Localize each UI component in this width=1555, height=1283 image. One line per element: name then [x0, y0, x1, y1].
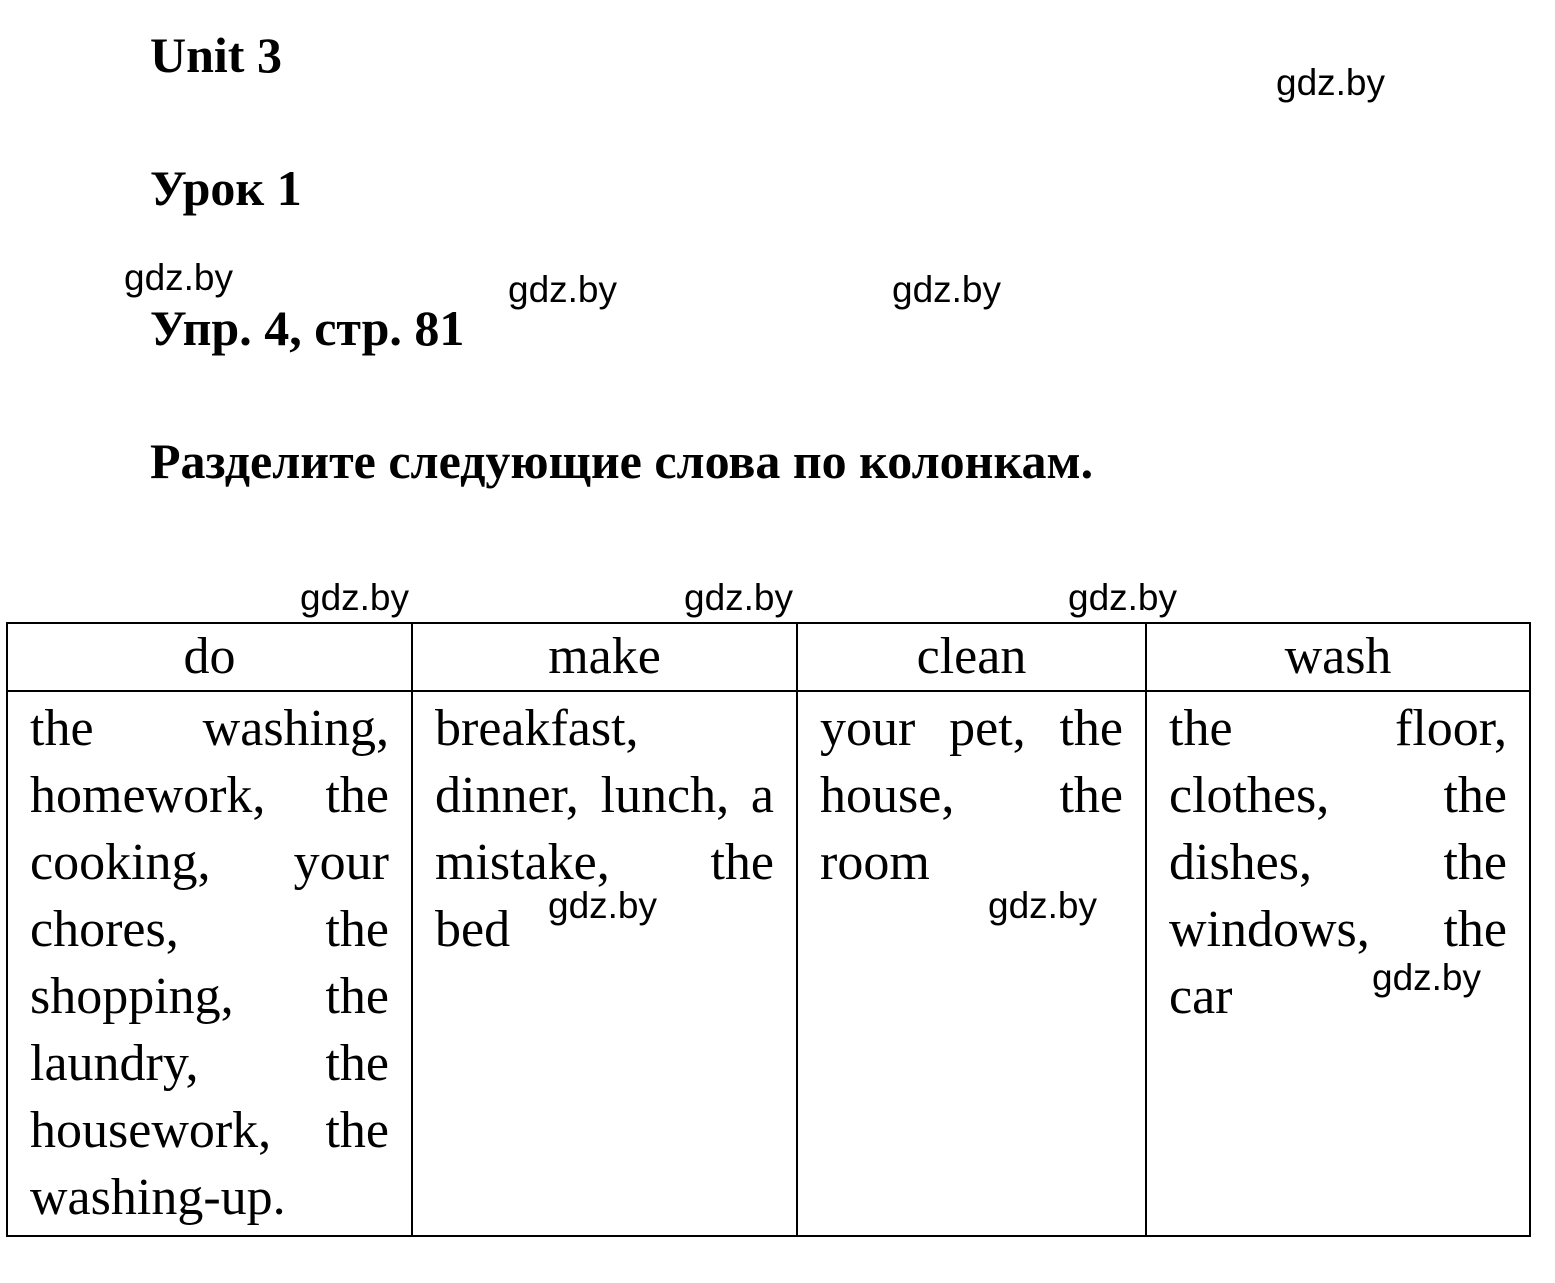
column-header-clean: clean [797, 623, 1146, 691]
cell-wash-words: the floor, clothes, the dishes, the windows, the car [1146, 691, 1530, 1236]
cell-make-words: breakfast, dinner, lunch, a mistake, the bed [412, 691, 797, 1236]
watermark: gdz.by [124, 257, 234, 298]
watermark: gdz.by [684, 577, 794, 618]
watermark: gdz.by [1372, 957, 1482, 998]
cell-clean-words: your pet, the house, the room [797, 691, 1146, 1236]
watermark: gdz.by [300, 577, 410, 618]
watermark: gdz.by [508, 269, 618, 310]
exercise-title: Упр. 4, стр. 81 [150, 300, 465, 356]
column-header-do: do [7, 623, 412, 691]
word-columns-table [6, 622, 1531, 1237]
watermark: gdz.by [892, 269, 1002, 310]
unit-title: Unit 3 [150, 27, 282, 83]
table-header-row [7, 623, 1530, 691]
table-row [7, 691, 1530, 1236]
watermark: gdz.by [988, 885, 1098, 926]
instruction-text: Разделите следующие слова по колонкам. [150, 433, 1094, 489]
column-header-make: make [412, 623, 797, 691]
watermark: gdz.by [548, 885, 658, 926]
column-header-wash: wash [1146, 623, 1530, 691]
lesson-title: Урок 1 [150, 160, 302, 216]
watermark: gdz.by [1276, 62, 1386, 103]
watermark: gdz.by [1068, 577, 1178, 618]
cell-do-words: the washing, homework, the cooking, your chores, the shopping, the laundry, the housework, the washing-up. [7, 691, 412, 1236]
